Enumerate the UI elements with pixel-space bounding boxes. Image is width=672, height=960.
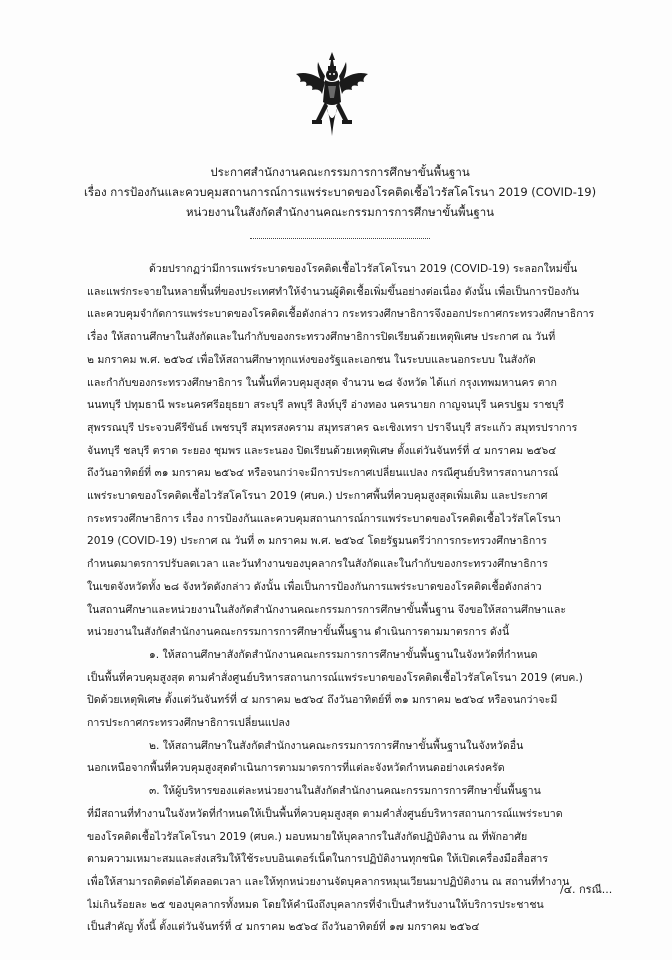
body-line: ในสถานศึกษาและหน่วยงานในสังกัดสำนักงานคณะกรรมการการศึกษาขั้นพื้นฐาน จึงขอให้สถานศึกษาและ xyxy=(87,603,567,616)
body-line: เรื่อง ให้สถานศึกษาในสังกัดและในกำกับของกระทรวงศึกษาธิการปิดเรียนด้วยเหตุพิเศษ ประกาศ ณ วันที่ xyxy=(87,331,556,344)
measure-1-line: ๑. ให้สถานศึกษาสังกัดสำนักงานคณะกรรมการการศึกษาขั้นพื้นฐานในจังหวัดที่กำหนด xyxy=(149,648,538,661)
body-line: และควบคุมจำกัดการแพร่ระบาดของโรคติดเชื้อดังกล่าว กระทรวงศึกษาธิการจึงออกประกาศกระทรวงศึกษาธิการ xyxy=(87,308,595,321)
body-line: ตามความเหมาะสมและส่งเสริมให้ใช้ระบบอินเตอร์เน็ตในการปฏิบัติงานทุกชนิด ให้เปิดเครื่องมือสื่อสาร xyxy=(87,853,549,866)
header-divider xyxy=(250,226,430,239)
body-line: ของโรคติดเชื้อไวรัสโคโรนา 2019 (ศบค.) มอบหมายให้บุคลากรในสังกัดปฏิบัติงาน ณ ที่พักอาศัย xyxy=(87,830,528,843)
announcement-body xyxy=(87,258,647,939)
announcement-audience: หน่วยงานในสังกัดสำนักงานคณะกรรมการการศึกษาขั้นพื้นฐาน xyxy=(185,205,495,219)
body-line: ที่มีสถานที่ทำงานในจังหวัดที่กำหนดให้เป็นพื้นที่ควบคุมสูงสุด ตามคำสั่งศูนย์บริหารสถานการณ์แพร่ระบาด xyxy=(87,807,563,820)
body-line: กำหนดมาตรการปรับลดเวลา และวันทำงานของบุคลากรในสังกัดและในกำกับของกระทรวงศึกษาธิการ xyxy=(87,558,548,571)
page-continuation: /๔. กรณี... xyxy=(560,883,613,896)
body-line: ปิดด้วยเหตุพิเศษ ตั้งแต่วันจันทร์ที่ ๔ มกราคม ๒๕๖๔ ถึงวันอาทิตย์ที่ ๓๑ มกราคม ๒๕๖๔ หรือจนกว่าจะมี xyxy=(87,694,558,707)
body-line: จันทบุรี ชลบุรี ตราด ระยอง ชุมพร และระนอง ปิดเรียนด้วยเหตุพิเศษ ตั้งแต่วันจันทร์ที่ ๔ มกราคม ๒๕๖๔ xyxy=(87,444,557,457)
body-line: สุพรรณบุรี ประจวบคีรีขันธ์ เพชรบุรี สมุทรสงคราม สมุทรสาคร ฉะเชิงเทรา ปราจีนบุรี สระแก้ว สมุทรปราการ xyxy=(87,421,578,434)
body-line: ๒ มกราคม พ.ศ. ๒๕๖๔ เพื่อให้สถานศึกษาทุกแห่งของรัฐและเอกชน ในระบบและนอกระบบ ในสังกัด xyxy=(87,353,536,366)
body-line: ไม่เกินร้อยละ ๒๕ ของบุคลากรทั้งหมด โดยให้คำนึงถึงบุคลากรที่จำเป็นสำหรับงานให้บริการประชาชน xyxy=(87,898,544,911)
body-line: ในเขตจังหวัดทั้ง ๒๘ จังหวัดดังกล่าว ดังนั้น เพื่อเป็นการป้องกันการแพร่ระบาดของโรคติดเชื้อดังกล่าว xyxy=(87,580,542,593)
body-line: กระทรวงศึกษาธิการ เรื่อง การป้องกันและควบคุมสถานการณ์การแพร่ระบาดของโรคติดเชื้อไวรัสโคโรนา xyxy=(87,512,561,525)
garuda-emblem-icon xyxy=(292,50,372,140)
measure-3-line: ๓. ให้ผู้บริหารของแต่ละหน่วยงานในสังกัดสำนักงานคณะกรรมการการศึกษาขั้นพื้นฐาน xyxy=(149,785,541,798)
body-line: ด้วยปรากฏว่ามีการแพร่ระบาดของโรคติดเชื้อไวรัสโคโรนา 2019 (COVID-19) ระลอกใหม่ขึ้น xyxy=(149,263,578,275)
body-line: การประกาศกระทรวงศึกษาธิการเปลี่ยนแปลง xyxy=(87,717,290,730)
body-line: เป็นสำคัญ ทั้งนี้ ตั้งแต่วันจันทร์ที่ ๔ มกราคม ๒๕๖๔ ถึงวันอาทิตย์ที่ ๑๗ มกราคม ๒๕๖๔ xyxy=(87,921,480,934)
announcement-header xyxy=(60,162,620,222)
body-line: แพร่ระบาดของโรคติดเชื้อไวรัสโคโรนา 2019 (ศบค.) ประกาศพื้นที่ควบคุมสูงสุดเพิ่มเติม และประกาศ xyxy=(87,490,548,503)
body-line: หน่วยงานในสังกัดสำนักงานคณะกรรมการการศึกษาขั้นพื้นฐาน ดำเนินการตามมาตรการ ดังนี้ xyxy=(87,626,510,639)
body-line: ถึงวันอาทิตย์ที่ ๓๑ มกราคม ๒๕๖๔ หรือจนกว่าจะมีการประกาศเปลี่ยนแปลง กรณีศูนย์บริหารสถานการณ์ xyxy=(87,467,559,480)
body-line: และกำกับของกระทรวงศึกษาธิการ ในพื้นที่ควบคุมสูงสุด จำนวน ๒๘ จังหวัด ได้แก่ กรุงเทพมหานคร ตาก xyxy=(87,376,557,389)
body-line: เพื่อให้สามารถติดต่อได้ตลอดเวลา และให้ทุกหน่วยงานจัดบุคลากรหมุนเวียนมาปฏิบัติงาน ณ สถานที่ทำงาน xyxy=(87,875,570,888)
body-line: นอกเหนือจากพื้นที่ควบคุมสูงสุดดำเนินการตามมาตรการที่แต่ละจังหวัดกำหนดอย่างเคร่งครัด xyxy=(87,762,505,775)
body-line: และแพร่กระจายในหลายพื้นที่ของประเทศทำให้จำนวนผู้ติดเชื้อเพิ่มขึ้นอย่างต่อเนื่อง ดังนั้น เพื่อเป็นการป้องกัน xyxy=(87,285,580,298)
body-line: 2019 (COVID-19) ประกาศ ณ วันที่ ๓ มกราคม พ.ศ. ๒๕๖๔ โดยรัฐมนตรีว่าการกระทรวงศึกษาธิการ xyxy=(87,535,547,548)
body-line: นนทบุรี ปทุมธานี พระนครศรีอยุธยา สระบุรี ลพบุรี สิงห์บุรี อ่างทอง นครนายก กาญจนบุรี นครปฐม ราชบุรี xyxy=(87,399,564,412)
announcement-subject: เรื่อง การป้องกันและควบคุมสถานการณ์การแพร่ระบาดของโรคติดเชื้อไวรัสโคโรนา 2019 (COVID-19) xyxy=(83,185,597,199)
body-line: เป็นพื้นที่ควบคุมสูงสุด ตามคำสั่งศูนย์บริหารสถานการณ์แพร่ระบาดของโรคติดเชื้อไวรัสโคโรนา 2019 (ศบค.) xyxy=(87,671,583,684)
announcement-issuer: ประกาศสำนักงานคณะกรรมการการศึกษาขั้นพื้นฐาน xyxy=(210,165,470,179)
measure-2-line: ๒. ให้สถานศึกษาในสังกัดสำนักงานคณะกรรมการการศึกษาขั้นพื้นฐานในจังหวัดอื่น xyxy=(149,739,524,752)
